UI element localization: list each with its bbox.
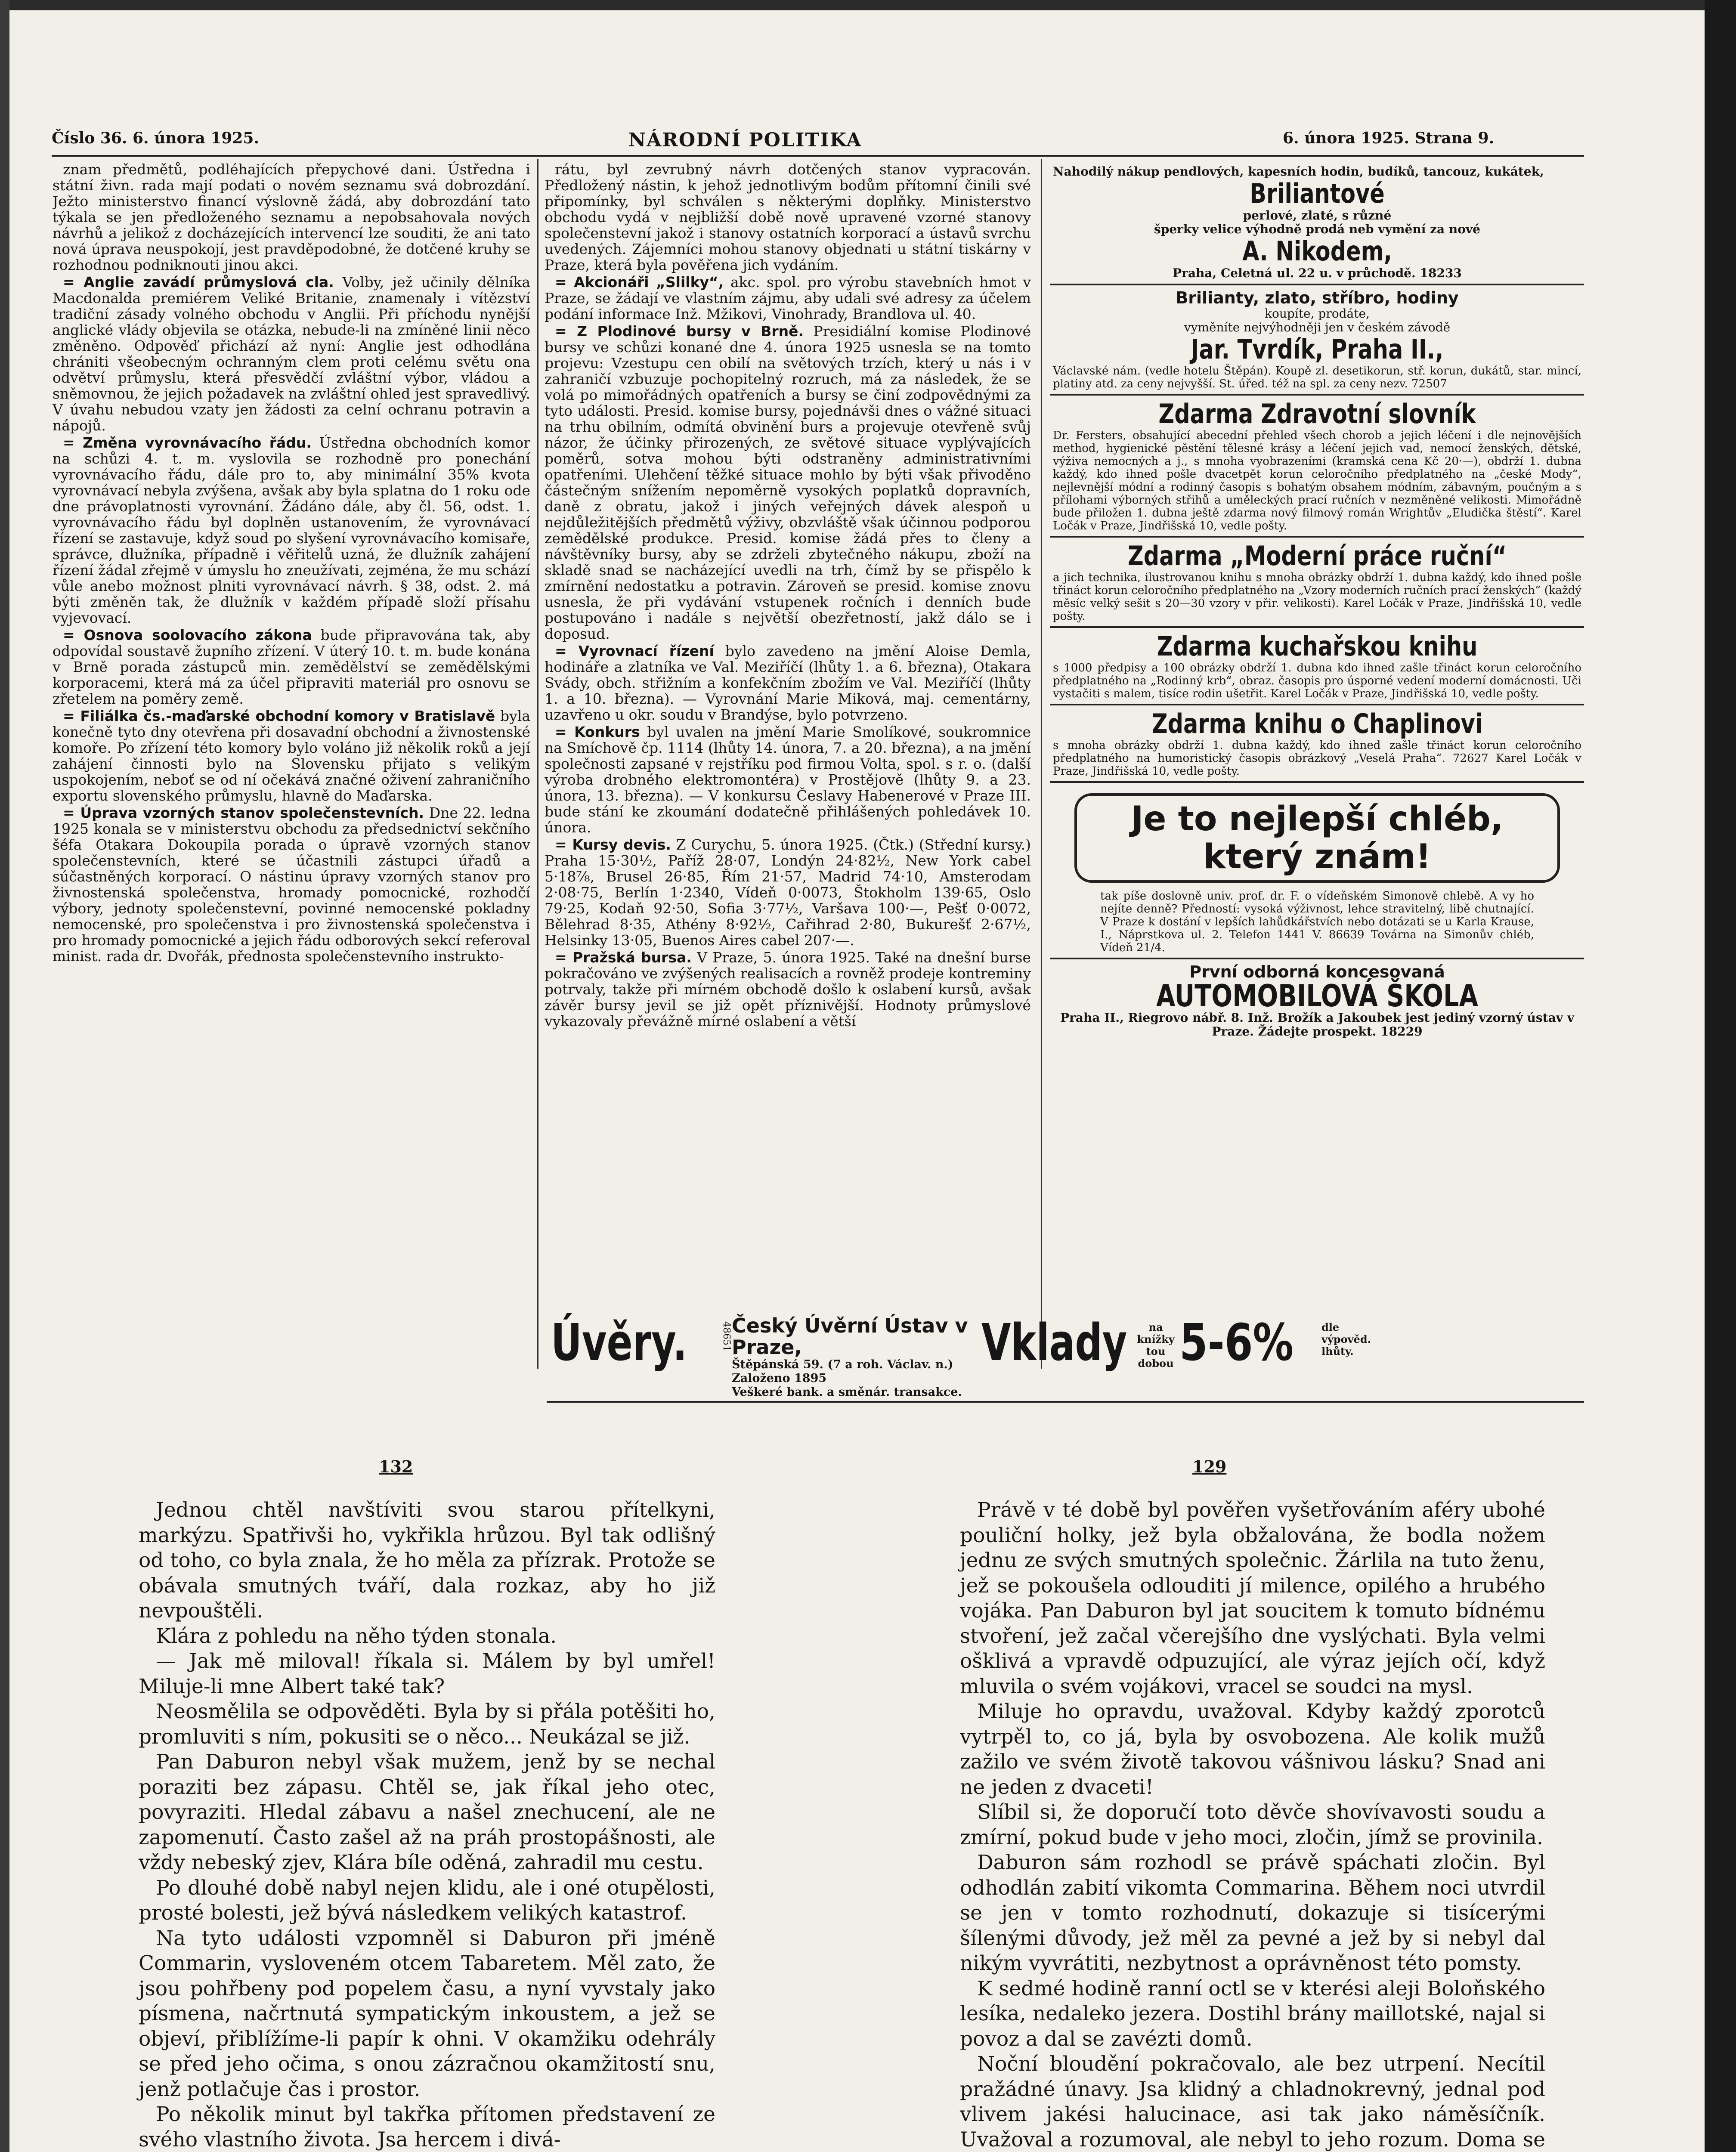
news-item: [53, 435, 530, 626]
header-rule: [52, 155, 1584, 157]
news-headline: = Filiálka čs.-maďarské obchodní komory v Bratislavě: [63, 708, 495, 724]
news-item: [545, 643, 1031, 723]
ad-text: Praha II., Riegrovo nábř. 8. Inž. Brožík a Jakoubek jest jediný vzorný ústav v Praze. Žádejte prospekt. 18229: [1060, 1011, 1575, 1039]
news-item: [545, 949, 1031, 1029]
bank-address: Štěpánská 59. (7 a roh. Václav. n.) Založeno 1895: [732, 1358, 953, 1385]
news-headline: = Vyrovnací řízení: [555, 643, 714, 659]
news-item: [53, 274, 530, 433]
novel-paragraph: Jednou chtěl navštíviti svou starou přítelkyni, markýzu. Spatřivši ho, vykřikla hrůzou. Byl tak odlišný od toho, co byla znala, že ho měla za přízrak. Protože se obávala smutných tváří, dala rozkaz, aby ho již nevpouštěli.: [139, 1498, 715, 1623]
ad-headline: Jar. Tvrdík, Praha II.,: [1191, 334, 1444, 365]
ad-zdravotni-slovnik: [1050, 396, 1584, 538]
news-headline: = Anglie zavádí průmyslová cla.: [63, 274, 334, 291]
news-text: Dne 22. ledna 1925 konala se v ministerstvu obchodu za předsednictví sekčního šéfa Otakara Dokoupila porada o úpravě vzorných stanov společenstevních, které se účastnili zástupci úřadů a súčastněných korporací. O nástinu úpravy vzorných stanov pro živnostenská společenstva, hromady pomocnické, rozhodčí výbory, jednoty společenstevní, povinné nemocenské pokladny nemocenské, pro společenstva i pro živnostenská společenstva i pro hromady pomocnické a jejich řádu odborových sekcí referoval minist. rada dr. Dvořák, přednosta společenstevního instrukto-: [53, 804, 530, 965]
news-item: [545, 837, 1031, 948]
ad-headline: Brilianty, zlato, stříbro, hodiny: [1176, 288, 1459, 307]
ad-headline: AUTOMOBILOVÁ ŠKOLA: [1156, 978, 1478, 1014]
ad-headline: Zdarma Zdravotní slovník: [1158, 398, 1476, 430]
novel-column-right: [960, 1498, 1545, 2152]
news-headline: = Změna vyrovnávacího řádu.: [63, 434, 312, 451]
novel-page-number: 129: [1192, 1457, 1227, 1476]
ad-text: perlové, zlaté, s různé: [1243, 208, 1392, 223]
news-headline: = Akcionáři „Slilky“,: [555, 274, 724, 291]
ad-moderni-prace: [1050, 538, 1584, 628]
novel-paragraph: Na tyto události vzpomněl si Daburon při jméně Commarin, vysloveném otcem Tabaretem. Měl zato, že jsou pohřbeny pod popelem času, a nyní vyvstaly jako písmena, načrtnutá sympatickým inkoustem, a jež se objeví, přiblížíme-li papír k ohni. V okamžiku odehrály se před jeho očima, s onou zázračnou okamžitostí snu, jenž potlačuje čas i prostor.: [139, 1926, 715, 2101]
advertisements-column: [1050, 161, 1584, 1401]
ad-tvrdik: [1050, 285, 1584, 396]
novel-paragraph: — Jak mě miloval! říkala si. Málem by byl umřel! Miluje-li mne Albert také tak?: [139, 1649, 715, 1698]
news-item: [545, 274, 1031, 322]
news-text: bude připravována tak, aby odpovídal soustavě župního zřízení. V úterý 10. t. m. bude konána v Brně porada zástupců min. zemědělství se zemědělskými korporacemi, která má za účel připraviti materiál pro osnovu se zřetelem na poměry země.: [53, 627, 530, 707]
date-page: 6. února 1925. Strana 9.: [1283, 129, 1495, 147]
ad-headline: Je to nejlepší chléb, který znám!: [1131, 800, 1504, 876]
ad-text: Praha, Celetná ul. 22 u. v průchodě. 18233: [1173, 266, 1462, 280]
news-headline: = Úprava vzorných stanov společenstevních.: [63, 804, 424, 821]
news-item: [545, 724, 1031, 835]
ad-headline: Zdarma „Moderní práce ruční“: [1127, 540, 1507, 572]
ad-text: s mnoha obrázky obdrží 1. dubna každý, kdo ihned zašle třináct korun celoročního předplatného na humoristický časopis obrázkový „Veselá Praha“. 72627 Karel Ločák v Praze, Jindřišská 10, vedle pošty.: [1053, 739, 1581, 778]
masthead: NÁRODNÍ POLITIKA: [628, 129, 862, 151]
ad-text: s 1000 předpisy a 100 obrázky obdrží 1. dubna kdo ihned zašle třináct korun celoročního předplatného na „Rodinný krb“, obraz. časopis pro úsporné vedení moderní domácnosti. Uči vystačiti s malem, tisíce rodin ušetřit. Karel Ločák v Praze, Jindřišská 10, vedle pošty.: [1053, 662, 1581, 700]
ad-text: a jich technika, ilustrovanou knihu s mnoha obrázky obdrží 1. dubna každý, kdo ihned pošle třináct korun celoročního předplatného na „Vzory moderních ručních prací ženských“ (každý měsíc velký sešit s 20—30 vzory v přir. velikosti). Karel Ločák v Praze, Jindřišská 10, vedle pošty.: [1053, 571, 1581, 623]
bank-ad-strip: [551, 1313, 1584, 1399]
scan-border-left: [0, 0, 9, 2152]
bank-operations: Veškeré bank. a směnár. transakce.: [732, 1385, 962, 1399]
ad-nikodem: [1050, 161, 1584, 285]
news-headline: = Konkurs: [555, 724, 640, 740]
interest-rate: 5-6%: [1179, 1313, 1294, 1372]
ad-headline: A. Nikodem,: [1242, 235, 1392, 267]
ad-text: na knížky tou dobou: [1137, 1321, 1175, 1370]
ad-text: koupíte, prodáte,: [1265, 306, 1370, 321]
ad-text: Nahodilý nákup pendlových, kapesních hodin, budíků, tancouz, kukátek,: [1053, 164, 1544, 179]
ad-headline: Úvěry.: [551, 1313, 687, 1372]
column-divider: [537, 159, 538, 1369]
news-text: byla konečně tyto dny otevřena při dosavadní obchodní a živnostenské komoře. Po zřízení této komory bylo voláno již několik roků a její zahájení činnosti bylo na Slovensku přijato s velikým uspokojením, neboť se od ní očekává značné oživení zahraničního exportu slovenského průmyslu, hlavně do Maďarska.: [53, 708, 530, 804]
news-text: byl uvalen na jmění Marie Smolíkové, soukromnice na Smíchově čp. 1114 (lhůty 14. února, 7. a 20. března), a na jmění společnosti zapsané v rejstříku pod firmou Volta, spol. s r. o. (další výroba drobného elektromontéra) v Prostějově (lhůty 9. a 23. února, 13. března). — V konkursu Česlavy Habenerové v Praze III. bude stání ke zkoumání dodatečně přihlášených pohledávek 10. února.: [545, 724, 1031, 836]
news-item: [53, 627, 530, 707]
news-column-1: [53, 161, 530, 1367]
news-headline: = Pražská bursa.: [555, 949, 692, 966]
novel-paragraph: Slíbil si, že doporučí toto děvče shovívavosti soudu a zmírní, pokud bude v jeho moci, zločin, jímž se provinila.: [960, 1800, 1545, 1849]
ad-headline: Zdarma knihu o Chaplinovi: [1151, 708, 1483, 739]
ad-text: vyměníte nejvýhodněji jen v českém závodě: [1184, 320, 1451, 334]
ad-text: tak píše doslovně univ. prof. dr. F. o vídeňském Simonově chlebě. A vy ho nejíte denně? Předností: vysoká výživnost, lehce stravitelný, libě chutnající. V Praze k dostání v lepších lahůdkářstvích nebo dotázati se u Karla Krause, I., Náprstkova ul. 2. Telefon 1441 V. 86639 Továrna na Simonův chléb, Vídeň 21/4.: [1100, 890, 1534, 954]
novel-paragraph: Po dlouhé době nabyl nejen klidu, ale i oné otupělosti, prosté bolesti, jež bývá následkem velikých katastrof.: [139, 1876, 715, 1925]
news-column-2: [545, 161, 1031, 1367]
news-headline: = Osnova soolovacího zákona: [63, 627, 312, 643]
novel-paragraph: Klára z pohledu na něho týden stonala.: [156, 1624, 557, 1648]
news-item: [545, 161, 1031, 273]
news-item: [53, 708, 530, 804]
news-text: bylo zavedeno na jmění Aloise Demla, hodináře a zlatníka ve Val. Meziříčí (lhůty 1. a 6. března), Otakara Svády, obch. střižním a konfekčním zbožím ve Val. Meziříčí (lhůty 1. a 10. března). — Vyrovnání Marie Miková, maj. cementárny, uzavřeno u okr. soudu v Brandýse, bylo potvrzeno.: [545, 643, 1031, 723]
novel-paragraph: Pan Daburon nebyl však mužem, jenž by se nechal poraziti bez zápasu. Chtěl se, jak říkal jeho otec, povyraziti. Hledal zábavu a našel znechucení, ale ne zapomenutí. Často zašel až na práh prostopášnosti, ale vždy nebeský zjev, Klára bíle oděná, zahradil mu cestu.: [139, 1750, 715, 1874]
novel-paragraph: Po několik minut byl takřka přítomen představení ze svého vlastního života. Jsa hercem i divá-: [139, 2103, 715, 2152]
ad-headline: Briliantové: [1250, 178, 1385, 209]
bank-info: [732, 1315, 973, 1399]
novel-paragraph: Miluje ho opravdu, uvažoval. Kdyby každý zporotců vytrpěl to, co já, byla by osvobozena. Ale kolik mužů zažilo ve svém životě takovou vášnivou lásku? Snad ani ne jeden z dvaceti!: [960, 1700, 1545, 1799]
novel-column-left: [139, 1498, 715, 2152]
ad-text: šperky velice výhodně prodá neb vymění za nové: [1154, 222, 1480, 236]
novel-paragraph: Právě v té době byl pověřen vyšetřováním aféry ubohé pouliční holky, jež byla obžalována, že bodla nožem jednu ze svých smutných společnic. Žárlila na tuto ženu, jež se pokoušela odlouditi jí milence, opilého a hrubého vojáka. Pan Daburon byl jat soucitem k tomuto bídnému stvoření, jež začal včerejšího dne vyslýchati. Byla velmi ošklivá a vpravdě odpuzující, ale výraz jejích očí, když mluvila o svém vojákovi, vracel se soudci na mysl.: [960, 1498, 1545, 1698]
scan-border-right: [1705, 0, 1736, 2152]
news-headline: = Kursy devis.: [555, 836, 671, 853]
news-text: V Praze, 5. února 1925. Také na dnešní burse pokračováno ve zvýšených realisacích a rovněž prodeje kontreminy potrvaly, takže při mírném obchodě došlo k oslabení kursů, avšak závěr bursy jevil se již opět příznivější. Hodnoty průmyslové vykazovaly převážně mírné oslabení a větší: [545, 949, 1031, 1030]
news-text: Volby, jež učinily dělníka Macdonalda premiérem Veliké Britanie, znamenaly i vítězství tradiční zásady volného obchodu v Anglii. Při příchodu nynější anglické vlády objevila se otázka, nebude-li na zmíněné linii něco změněno. Odpověď přichází až nyní: Anglie jest odhodlána chrániti všeobecným ochranným clem proti celému světu ona odvětví průmyslu, která přesvědčí zvláštní výbor, vládou a sněmovnou, že jejich požadavek na zvláštní ohled jest spravedlivý. V úvahu nebudou vzaty jen žádosti za celní ochranu potravin a nápojů.: [53, 274, 530, 434]
bank-name: Český Úvěrní Ústav v Praze,: [732, 1314, 968, 1359]
issue-number: Číslo 36. 6. února 1925.: [52, 129, 260, 147]
news-text: Presidiální komise Plodinové bursy ve schůzi konané dne 4. února 1925 usnesla se na tomto projevu: Vzestupu cen obilí na světových trzích, který u nás i v zahraničí vzbuzuje pochopitelný rozruch, má za následek, že se volá po mimořádných opatřeních a bursy se činí zodpovědnými za tyto události. Presid. komise bursy, pojednávši dnes o vážné situaci na trhu obilním, odmítá obvinění burs a projevuje otevřeně svůj názor, že účinky přirozených, ze světové situace vyplývajících poměrů, sotva mohou býti odstraněny administrativními opatřeními. Ulehčení těžké situace mohlo by býti však přivoděno částečným snížením nepoměrně vysokých poplatků dopravních, daně z obratu, jakož i jiných veřejných dávek alespoň u nejdůležitějších předmětů výživy, obzvláště však účinnou podporou zemědělské produkce. Presid. komise žádá přes to členy a návštěvníky bursy, aby se zdrželi zbytečného nákupu, zboží na skladě snad se nacházející uvedli na trh, čímž by se přispělo k zmírnění nedostatku a potravin. Zároveň se presid. komise znovu usnesla, že při vydávání vstupenek ročních i denních bude postupováno i nadále s největší obezřetností, jakž dálo se i doposud.: [545, 323, 1031, 642]
news-item: [545, 323, 1031, 642]
novel-page-number: 132: [379, 1457, 413, 1476]
news-text: Z Curychu, 5. února 1925. (Čtk.) (Střední kursy.) Praha 15·30½, Paříž 28·07, Londýn 24·82½, New York cabel 5·18⅞, Brusel 26·85, Řím 21·57, Madrid 74·10, Amsterodam 2·08·75, Berlín 1·2340, Vídeň 0·0073, Štokholm 139·65, Oslo 79·25, Kodaň 92·50, Sofia 3·77½, Varšava 100·—, Pešť 0·0072, Bělehrad 8·35, Athény 8·92½, Cařihrad 2·80, Bukurešť 2·67½, Helsinky 13·05, Buenos Aires cabel 207·—.: [545, 836, 1031, 949]
ad-kucharska-kniha: [1050, 628, 1584, 705]
ad-chaplin: [1050, 705, 1584, 783]
ad-chleb: [1050, 783, 1584, 959]
novel-paragraph: Neosmělila se odpověděti. Byla by si přála potěšiti ho, promluviti s ním, pokusiti se o něco... Neukázal se již.: [139, 1700, 715, 1749]
ad-autoskola: [1050, 959, 1584, 1042]
ad-number: 48651: [721, 1321, 732, 1351]
ad-text: První odborná koncesovaná: [1189, 962, 1445, 981]
novel-paragraph: Daburon sám rozhodl se právě spáchati zločin. Byl odhodlán zabití vikomta Commarina. Během noci utvrdil se jen v tomto rozhodnutí, dokazuje si tisícerými šílenými důvody, jež měl za pevné a jež by si nebyl dal nikým vyvrátiti, nezbytnost a oprávněnost této pomsty.: [960, 1851, 1545, 1975]
novel-paragraph: K sedmé hodině ranní octl se v kterési aleji Boloňského lesíka, nedaleko jezera. Dostihl brány maillotské, najal si povoz a dal se zavézti domů.: [960, 1976, 1545, 2051]
news-text: akc. spol. pro výrobu stavebních hmot v Praze, se žádají ve vlastním zájmu, aby udali své adresy za účelem podání informace Inž. Mžikovi, Vinohrady, Brandlova ul. 40.: [545, 274, 1031, 322]
strip-rule: [547, 1401, 1584, 1403]
scan-border-top: [0, 0, 1736, 10]
ad-headline: Vklady: [981, 1313, 1127, 1372]
news-headline: = Z Plodinové bursy v Brně.: [555, 323, 804, 340]
ad-text: Dr. Fersters, obsahující abecední přehled všech chorob a jejich léčení i dle nejnovějších method, hygienické pěstění tělesné krásy a léčení jejich vad, nemocí ženských, dětské, výživa nemocných a j., s mnoha vyobrazeními (kramská cena Kč 20·—), obdrží 1. dubna každý, kdo ihned pošle dvacetpět korun celoročního předplatného na „české Mody“, nejlevnější módní a rodinný časopis s bohatým obsahem módním, zábavným, poučným a s přílohami výborných střihů a uměleckých prací ručních v nezměněné velikosti. Mimořádně bude přiložen 1. dubna ještě zdarma nový filmový román Wrightův „Eludička štěstí“. Karel Ločák v Praze, Jindřišská 10, vedle pošty.: [1053, 429, 1581, 532]
news-text: znam předmětů, podléhajících přepychové dani. Ústředna i státní živn. rada mají podati o novém seznamu svá dobrozdání. Ježto ministerstvo financí výslovně žádá, aby dobrozdání tato týkala se jen předloženého seznamu a nepobsahovala nových návrhů a jelikož z docházejících intervencí lze souditi, že ani tato nová úprava neuspokojí, jest pravděpodobné, že dotčené kruhy se rozhodnou podniknouti jinou akci.: [53, 161, 530, 273]
ad-text: dle výpověd. lhůty.: [1321, 1321, 1371, 1357]
novel-paragraph: Noční bloudění pokračovalo, ale bez utrpení. Necítil pražádné únavy. Jsa klidný a chladnokrevný, jednal pod vlivem jakési halucinace, asi tak jako náměsíčník. Uvažoval a rozumoval, ale nebyl to jeho rozum. Doma se: [960, 2052, 1545, 2152]
ad-text: Václavské nám. (vedle hotelu Štěpán). Koupě zl. desetikorun, stř. korun, dukátů, star. mincí, platiny atd. za ceny nejvyšší. St. úřed. též na spl. za ceny nezv. 72507: [1053, 365, 1581, 390]
news-item: [53, 805, 530, 964]
news-text: rátu, byl zevrubný návrh dotčených stanov vypracován. Předložený nástin, k jehož jednotlivým bodům přítomní činili své připomínky, byl schválen s některými doplňky. Ministerstvo obchodu vydá v nejbližší době nově upravené vzorné stanovy společenstevní jakož i stanovy ostatních korporací a ústavů svrchu uvedených. Zájemníci mohou stanovy objednati u státní tiskárny v Praze, která byla pověřena jich vydáním.: [545, 161, 1031, 273]
news-item: [53, 161, 530, 273]
bread-badge: [1074, 793, 1560, 883]
ad-headline: Zdarma kuchařskou knihu: [1157, 631, 1478, 662]
column-divider: [1041, 159, 1042, 1369]
news-text: Ústředna obchodních komor na schůzi 4. t. m. vyslovila se rozhodně pro ponechání vyrovnávacího řádu, dále pro to, aby minimální 35% kvota vyrovnávací nebyla zvýšena, avšak aby byla splatna do 1 roku ode dne právoplatnosti vyrovnání. Žádáno dále, aby čl. 56, odst. 1. vyrovnávacího řádu byl doplněn ustanovením, že vyrovnávací řízení se zastavuje, když soud po slyšení vyrovnávacího komisaře, správce, dlužníka, případně i věřitelů uzná, že dlužník zahájení řízení žádal zřejmě v úmyslu ho zneužívati, zejména, že mu schází vůle anebo možnost plniti vyrovnávací návrh. § 38, odst. 2. má býti změněn tak, že dlužník v každém případě složí přísahu vyjevovací.: [53, 434, 530, 626]
